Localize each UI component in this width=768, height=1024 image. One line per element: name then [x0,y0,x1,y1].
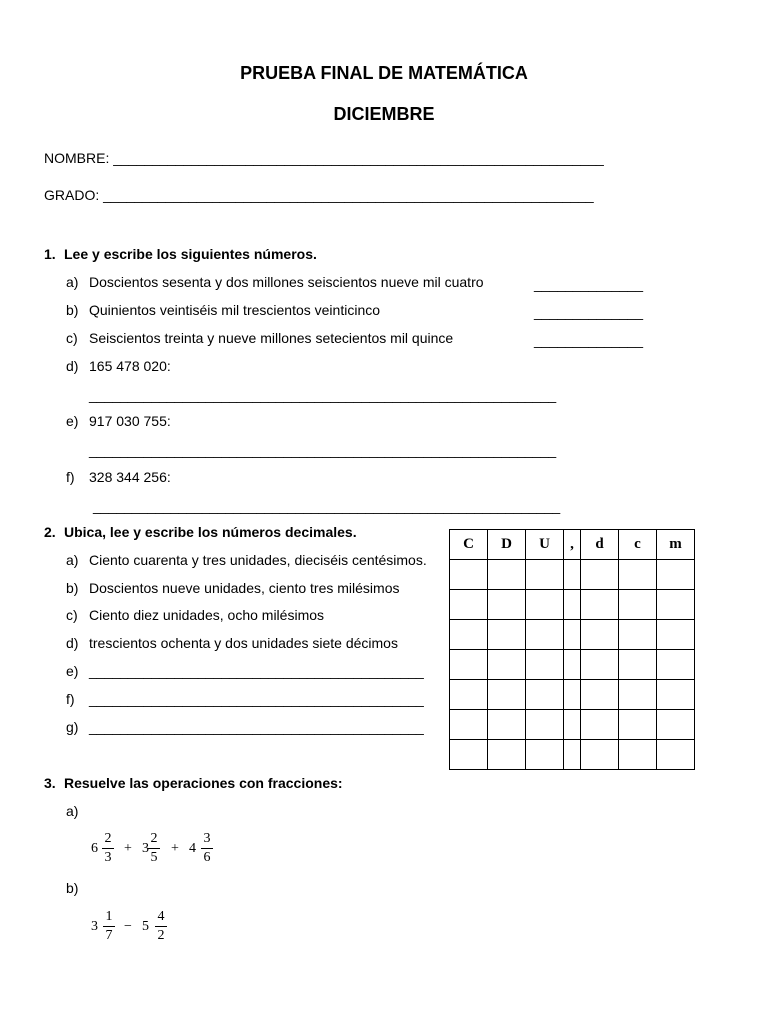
plus-operator: + [171,841,179,856]
table-row[interactable] [450,650,695,680]
table-cell[interactable] [564,620,581,650]
list-item[interactable] [66,663,424,679]
denominator: 6 [203,850,211,865]
table-cell[interactable] [581,590,619,620]
table-row[interactable] [450,590,695,620]
item-letter: a) [66,803,79,819]
table-cell[interactable] [581,650,619,680]
whole-number: 3 [142,841,149,856]
fraction [103,909,115,944]
table-cell[interactable] [564,590,581,620]
table-header-cell: c [619,530,657,560]
item-letter: e) [66,663,79,679]
list-item [66,302,380,318]
table-cell[interactable] [657,590,695,620]
denominator: 5 [150,850,158,865]
answer-line[interactable]: ____________________________________________________________ [89,442,557,458]
table-header-cell: C [450,530,488,560]
name-field[interactable] [44,150,604,166]
list-item [66,330,453,346]
item-text: Ciento diez unidades, ocho milésimos [89,607,325,623]
name-label: NOMBRE: [44,150,110,166]
item-text: Seiscientos treinta y nueve millones setecientos mil quince [89,330,454,346]
item-letter: b) [66,302,79,318]
numerator: 1 [105,909,113,924]
list-item [66,274,484,290]
table-cell[interactable] [488,710,526,740]
whole-number: 6 [91,841,98,856]
numerator: 4 [157,909,165,924]
denominator: 7 [105,928,113,943]
item-letter: a) [66,274,79,290]
table-cell[interactable] [657,650,695,680]
item-text: 165 478 020: [89,358,171,374]
plus-operator: + [124,841,132,856]
table-cell[interactable] [488,560,526,590]
fraction [201,831,213,866]
table-header-cell: U [526,530,564,560]
section1-number: 1. [44,246,56,262]
section2-title: Ubica, lee y escribe los números decimales. [64,524,357,540]
whole-number: 5 [142,919,149,934]
table-cell[interactable] [526,560,564,590]
item-letter: b) [66,880,79,896]
fraction [102,831,114,866]
numerator: 2 [104,831,112,846]
table-cell[interactable] [581,620,619,650]
table-cell[interactable] [450,590,488,620]
section3-title: Resuelve las operaciones con fracciones: [64,775,343,791]
answer-line[interactable]: ______________ [534,304,644,320]
answer-line[interactable]: ______________ [534,332,644,348]
name-line[interactable]: _______________________________________________________________ [113,150,604,166]
place-value-table [449,529,695,770]
table-header-cell: d [581,530,619,560]
table-cell[interactable] [581,710,619,740]
answer-line[interactable]: ___________________________________________ [89,719,424,735]
table-header-cell: m [657,530,695,560]
answer-line[interactable]: ___________________________________________ [89,663,424,679]
answer-line[interactable]: ____________________________________________________________ [93,498,561,514]
answer-line[interactable]: ___________________________________________ [89,691,424,707]
item-text: 328 344 256: [89,469,171,485]
answer-line[interactable]: ______________ [534,276,644,292]
denominator: 3 [104,850,112,865]
table-cell[interactable] [657,560,695,590]
item-text: Doscientos sesenta y dos millones seiscientos nueve mil cuatro [89,274,484,290]
grade-field[interactable] [44,187,594,203]
table-cell[interactable] [581,740,619,770]
whole-number: 3 [91,919,98,934]
table-cell[interactable] [564,740,581,770]
table-cell[interactable] [564,680,581,710]
table-cell[interactable] [526,710,564,740]
table-cell[interactable] [450,620,488,650]
table-cell[interactable] [526,740,564,770]
numerator: 3 [203,831,211,846]
page-title: PRUEBA FINAL DE MATEMÁTICA [240,63,528,83]
table-row[interactable] [450,710,695,740]
table-row[interactable] [450,560,695,590]
section3-number: 3. [44,775,56,791]
table-row[interactable] [450,740,695,770]
item-letter: e) [66,413,79,429]
table-cell[interactable] [488,650,526,680]
list-item [66,552,427,568]
item-letter: c) [66,330,78,346]
whole-number: 4 [189,841,196,856]
table-cell[interactable] [526,620,564,650]
table-cell[interactable] [619,710,657,740]
table-cell[interactable] [581,560,619,590]
section1-heading [44,246,317,262]
table-cell[interactable] [657,680,695,710]
item-letter: d) [66,358,79,374]
list-item[interactable] [66,691,424,707]
table-cell[interactable] [564,710,581,740]
page-subtitle: DICIEMBRE [333,104,435,124]
list-item [66,358,171,374]
table-cell[interactable] [619,620,657,650]
exercise-a-label [66,803,89,819]
item-letter: c) [66,607,78,623]
item-text: Doscientos nueve unidades, ciento tres milésimos [89,580,400,596]
table-cell[interactable] [450,560,488,590]
item-letter: a) [66,552,79,568]
table-cell[interactable] [619,680,657,710]
table-row[interactable] [450,620,695,650]
table-cell[interactable] [564,560,581,590]
table-cell[interactable] [619,740,657,770]
table-header-cell: , [564,530,581,560]
table-cell[interactable] [450,680,488,710]
table-cell[interactable] [581,680,619,710]
item-text: 917 030 755: [89,413,171,429]
answer-line[interactable]: ____________________________________________________________ [89,387,557,403]
minus-operator: − [124,919,132,934]
item-letter: d) [66,635,79,651]
table-cell[interactable] [657,620,695,650]
section2-number: 2. [44,524,56,540]
fraction [148,831,160,866]
fraction [155,909,167,944]
section1-title: Lee y escribe los siguientes números. [64,246,317,262]
table-cell[interactable] [488,740,526,770]
table-cell[interactable] [526,590,564,620]
list-item [66,607,324,623]
grade-line[interactable]: _______________________________________________________________ [103,187,594,203]
item-letter: g) [66,719,79,735]
table-cell[interactable] [488,590,526,620]
table-cell[interactable] [488,680,526,710]
table-row[interactable] [450,680,695,710]
list-item[interactable] [66,719,424,735]
section2-heading [44,524,357,540]
table-cell[interactable] [450,650,488,680]
item-text: Ciento cuarenta y tres unidades, dieciséis centésimos. [89,552,427,568]
list-item [66,469,171,485]
table-cell[interactable] [526,650,564,680]
item-letter: f) [66,691,75,707]
table-cell[interactable] [450,710,488,740]
table-header-cell: D [488,530,526,560]
table-cell[interactable] [526,680,564,710]
table-cell[interactable] [488,620,526,650]
table-cell[interactable] [619,560,657,590]
item-letter: b) [66,580,79,596]
list-item [66,635,398,651]
table-cell[interactable] [450,740,488,770]
table-cell[interactable] [657,710,695,740]
grade-label: GRADO: [44,187,100,203]
list-item [66,413,171,429]
denominator: 2 [157,928,165,943]
table-header-row [450,530,695,560]
table-cell[interactable] [564,650,581,680]
item-letter: f) [66,469,75,485]
table-cell[interactable] [619,650,657,680]
list-item [66,580,400,596]
numerator: 2 [150,831,158,846]
section3-heading [44,775,343,791]
exercise-b-label [66,880,89,896]
item-text: trescientos ochenta y dos unidades siete décimos [89,635,398,651]
table-cell[interactable] [657,740,695,770]
item-text: Quinientos veintiséis mil trescientos veinticinco [89,302,381,318]
table-cell[interactable] [619,590,657,620]
